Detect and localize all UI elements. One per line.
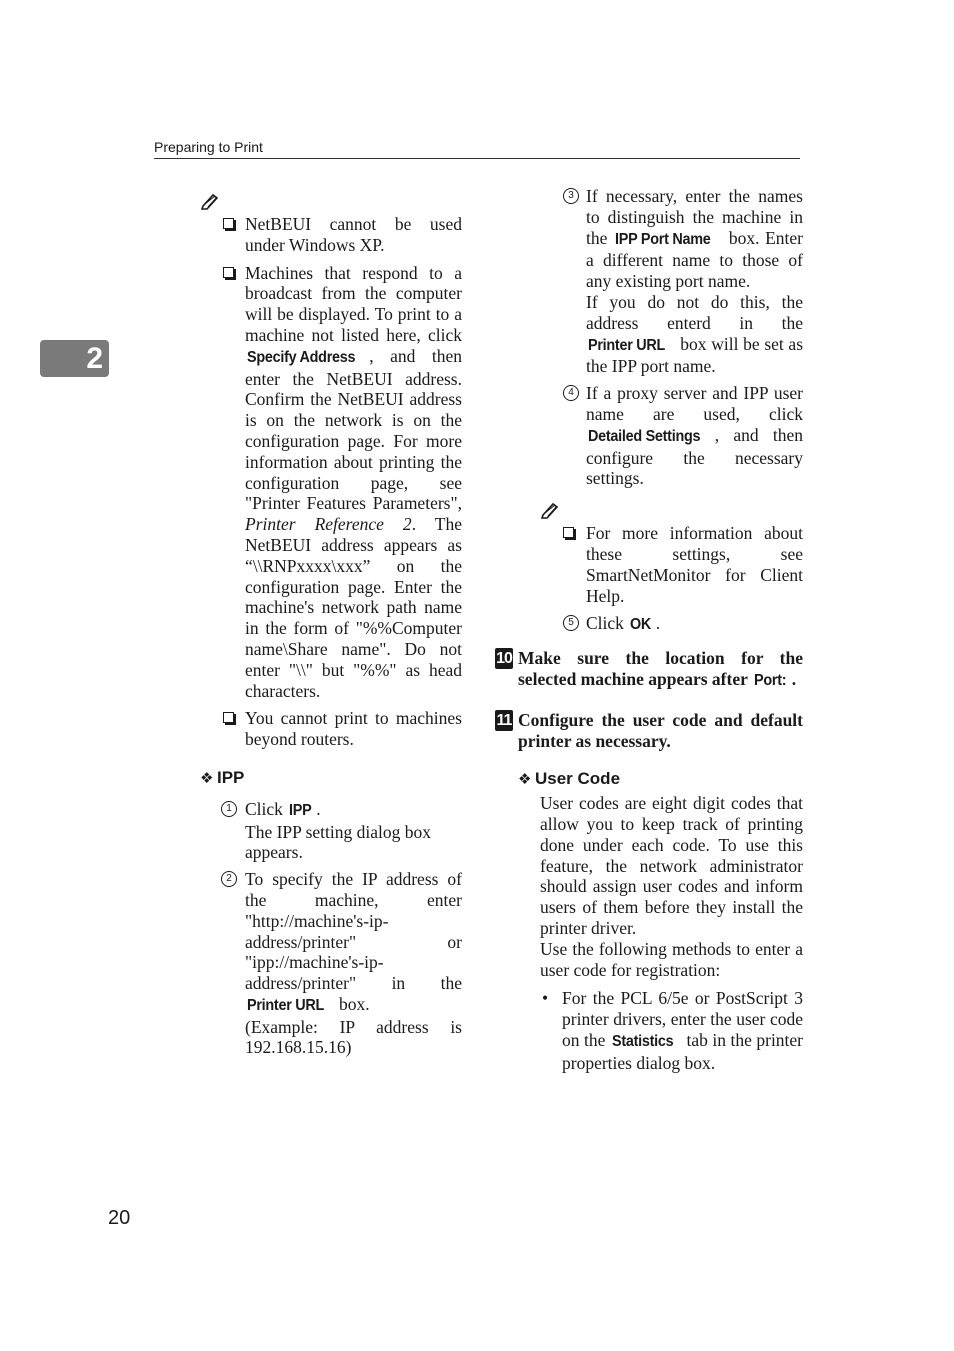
user-code-body: User codes are eight digit codes that allow you to keep track of printing done under each code. To use this feature, the network administrator should assign user codes and inform users of them before they install the printer driver. Use the following methods to enter a user code for registration: • For the PCL 6/5e or PostScript 3 printer drivers, enter the user code on the Statistics tab in the printer properties dialog box. xyxy=(518,793,803,1073)
procedure-step: 2 To specify the IP address of the machine, enter "http://machine's-ip-address/printer" or "ipp://machine's-ip-address/printer" in the Printer URL box. (Example: IP address is 192.168.15.16) xyxy=(200,869,462,1058)
checkbox-bullet-icon xyxy=(223,218,234,229)
note-bullet: You cannot print to machines beyond routers. xyxy=(200,708,462,750)
step-number-badge: 1 xyxy=(221,801,237,817)
diamond-bullet-icon: ❖ xyxy=(200,769,214,787)
left-column xyxy=(200,192,462,1064)
chapter-tab: 2 xyxy=(40,340,109,377)
note-pencil-icon xyxy=(200,192,220,210)
note-bullet: NetBEUI cannot be used under Windows XP. xyxy=(200,214,462,256)
ui-label-printer-url: Printer URL xyxy=(247,996,325,1014)
diamond-bullet-icon: ❖ xyxy=(518,771,532,789)
right-column xyxy=(495,186,803,1073)
reference-title: Printer Reference 2 xyxy=(245,514,412,535)
main-step-11: 11 Configure the user code and default printer as necessary. xyxy=(496,709,803,751)
note-block xyxy=(540,501,803,606)
note-pencil-icon xyxy=(540,501,560,519)
procedure-step: 5 Click OK . xyxy=(495,613,803,636)
ui-label-ipp-port-name: IPP Port Name xyxy=(615,230,711,248)
page-number: 20 xyxy=(108,1207,131,1229)
main-step-10: 10 Make sure the location for the selected machine appears after Port: . xyxy=(495,648,803,692)
list-item: • For the PCL 6/5e or PostScript 3 printer drivers, enter the user code on the Statistics tab in the printer properties dialog box. xyxy=(540,988,803,1073)
note-bullet: For more information about these settings, see SmartNetMonitor for Client Help. xyxy=(540,523,803,606)
section-title-ipp: ❖ IPP xyxy=(200,768,462,790)
step-number-badge: 2 xyxy=(221,871,237,887)
checkbox-bullet-icon xyxy=(563,527,574,538)
step-number-badge: 5 xyxy=(563,615,579,631)
step-number-badge: 3 xyxy=(563,188,579,204)
procedure-step: 4 If a proxy server and IPP user name are used, click Detailed Settings , and then configure the necessary settings. xyxy=(495,383,803,489)
ui-label-printer-url: Printer URL xyxy=(588,336,666,354)
ui-label-statistics: Statistics xyxy=(611,1032,674,1050)
procedure-step: 1 Click IPP . The IPP setting dialog box appears. xyxy=(200,799,462,863)
ui-label-ipp: IPP xyxy=(289,801,312,819)
ui-label-ok: OK xyxy=(630,616,652,634)
user-code-block xyxy=(518,769,803,1073)
ui-label-port: Port: xyxy=(753,671,787,689)
step-number-badge: 11 xyxy=(496,711,512,729)
note-bullet: Machines that respond to a broadcast from the computer will be displayed. To print to a machine not listed here, click Specify Address , and then enter the NetBEUI address. Confirm the NetBEUI address is on the network is on the configuration page. For more information about printing the configuration page, see "Printer Features Parameters", Printer Reference 2. The NetBEUI address appears as “\\RNPxxxx\xxx” on the configuration page. Enter the machine's network path name in the form of "%%Computer name\Share name". Do not enter "\\" but "%%" as head characters. xyxy=(200,263,462,702)
header-rule xyxy=(154,158,800,159)
checkbox-bullet-icon xyxy=(223,712,234,723)
running-header: Preparing to Print xyxy=(154,139,263,155)
step-number-badge: 10 xyxy=(496,650,512,668)
procedure-step: 3 If necessary, enter the names to distinguish the machine in the IPP Port Name box. Enter a different name to those of any existing port name. If you do not do this, the address enterd in the Printer URL box will be set as the IPP port name. xyxy=(495,186,803,377)
ui-label-specify-address: Specify Address xyxy=(247,348,356,366)
step-number-badge: 4 xyxy=(563,385,579,401)
subsection-title-user-code: ❖ User Code xyxy=(518,769,803,791)
checkbox-bullet-icon xyxy=(223,267,234,278)
ui-label-detailed-settings: Detailed Settings xyxy=(588,427,701,445)
